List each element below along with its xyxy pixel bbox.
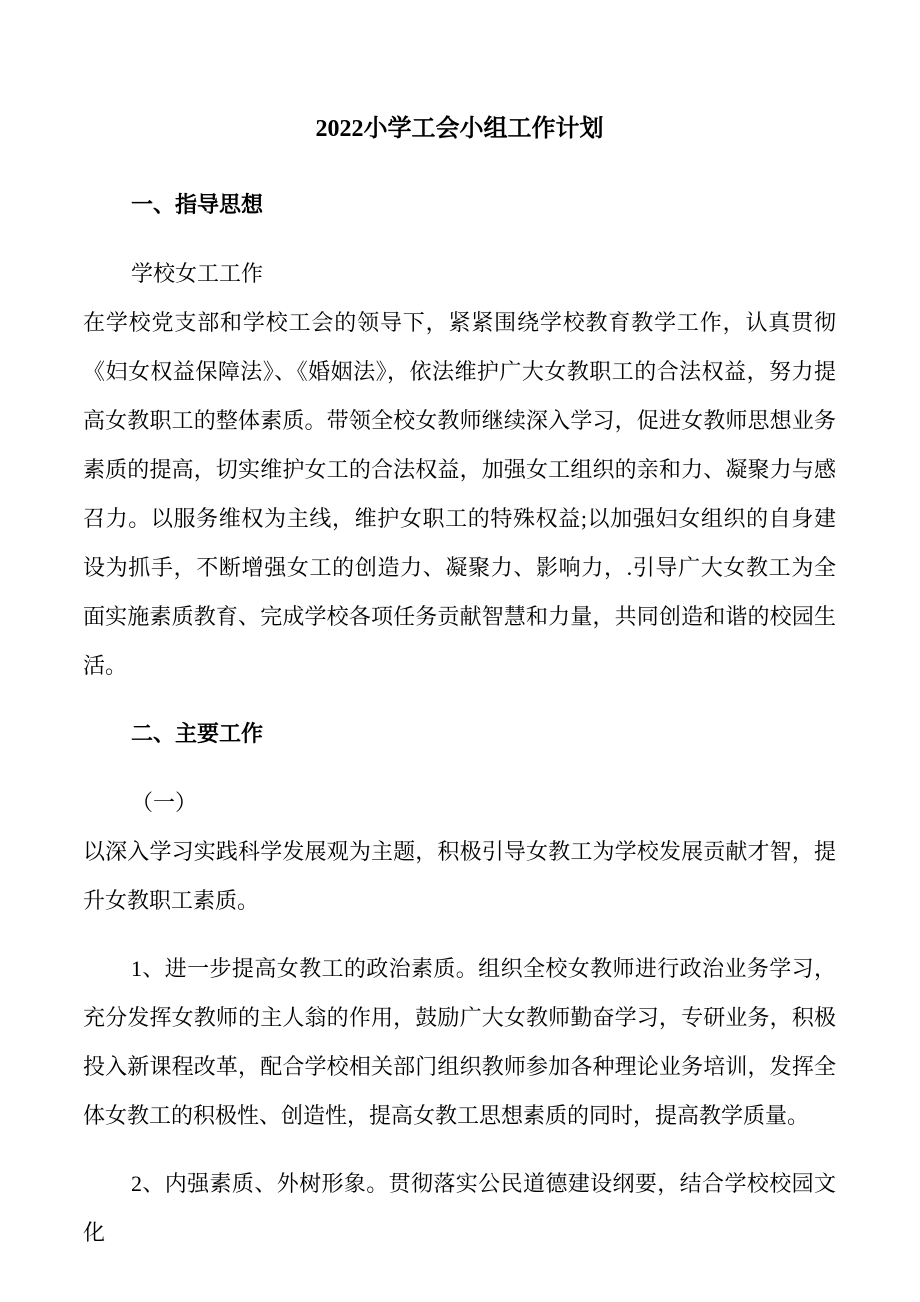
section-heading-main-work: 二、主要工作: [131, 721, 264, 746]
lead-line-school-women-work: 学校女工工作: [131, 261, 264, 286]
paragraph-point-2: 2、内强素质、外树形象。贯彻落实公民道德建设纲要，结合学校校园文化: [83, 1171, 836, 1245]
paragraph-point-1: 1、进一步提高女教工的政治素质。组织全校女教师进行政治业务学习，充分发挥女教师的主人翁的作用，鼓励广大女教师勤奋学习，专研业务，积极投入新课程改革，配合学校相关部门组织教师参加各种理论业务培训，发挥全体女教工的积极性、创造性，提高女教工思想素质的同时，提高教学质量。: [83, 956, 836, 1128]
paragraph-theme-intro: 以深入学习实践科学发展观为主题，积极引导女教工为学校发展贡献才智，提升女教职工素质。: [83, 839, 836, 913]
lead-line-item-one: （一）: [131, 790, 198, 815]
section-heading-guiding-ideology: 一、指导思想: [131, 192, 264, 217]
paragraph-guiding-ideology: 在学校党支部和学校工会的领导下，紧紧围绕学校教育教学工作，认真贯彻《妇女权益保障法》、《婚姻法》，依法维护广大女教职工的合法权益，努力提高女教职工的整体素质。带领全校女教师继续深入学习，促进女教师思想业务素质的提高，切实维护女工的合法权益，加强女工组织的亲和力、凝聚力与感召力。以服务维权为主线，维护女职工的特殊权益;以加强妇女组织的自身建设为抓手，不断增强女工的创造力、凝聚力、影响力，.引导广大女教工为全面实施素质教育、完成学校各项任务贡献智慧和力量，共同创造和谐的校园生活。: [83, 310, 836, 678]
document-title: 2022小学工会小组工作计划: [315, 116, 604, 142]
